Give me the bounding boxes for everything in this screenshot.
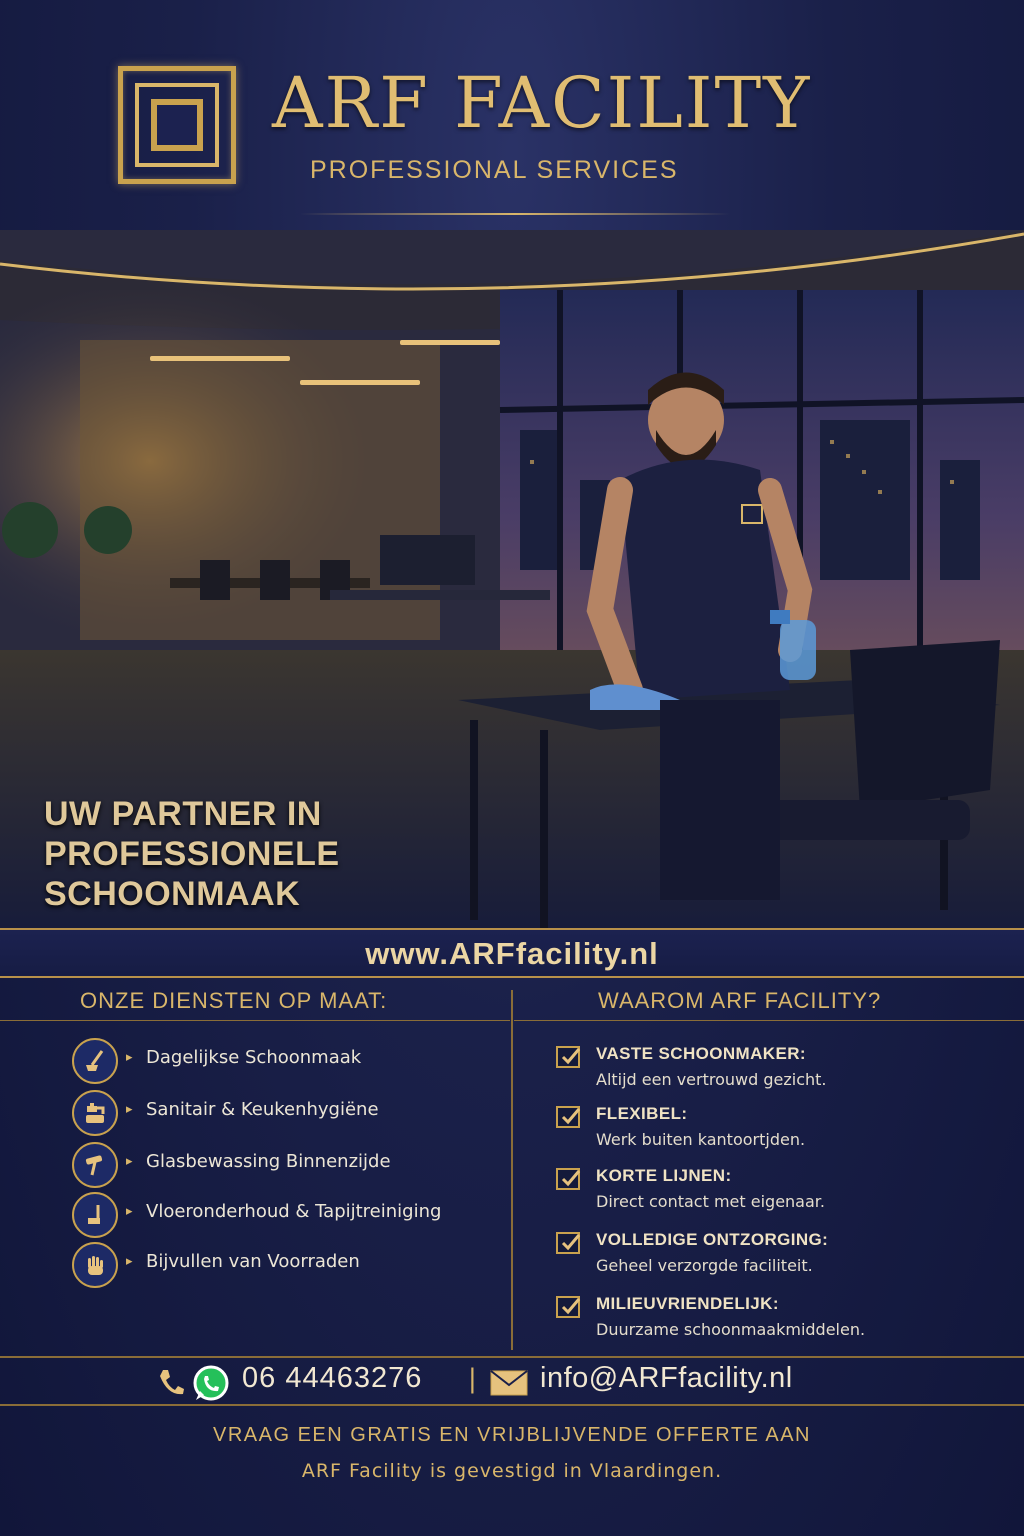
why-description: Werk buiten kantoortjden. (596, 1130, 806, 1149)
header-divider (300, 213, 730, 215)
tagline-line-2: PROFESSIONELE (44, 835, 340, 873)
why-item (556, 1044, 1016, 1098)
contact-band (0, 1356, 1024, 1406)
hero-tagline (44, 794, 444, 914)
header (0, 0, 1024, 260)
checkbox-check-icon (556, 1106, 580, 1128)
services-section (0, 980, 512, 1358)
quote-call-to-action: VRAAG EEN GRATIS EN VRIJBLIJVENDE OFFERTE AAN (213, 1424, 811, 1446)
tagline-line-1: UW PARTNER IN (44, 795, 322, 833)
service-item (72, 1090, 512, 1136)
bullet-arrow: ▸ (126, 1204, 133, 1219)
checkbox-check-icon (556, 1296, 580, 1318)
service-item (72, 1192, 512, 1238)
service-item (72, 1038, 512, 1084)
why-heading: MILIEUVRIENDELIJK: (596, 1294, 779, 1313)
services-title: ONZE DIENSTEN OP MAAT: (80, 988, 388, 1013)
why-description: Altijd een vertrouwd gezicht. (596, 1070, 827, 1089)
checkbox-check-icon (556, 1046, 580, 1068)
email-address[interactable]: info@ARFfacility.nl (540, 1362, 793, 1394)
service-label: Sanitair & Keukenhygiëne (146, 1099, 379, 1120)
why-item (556, 1104, 1016, 1158)
phone-icon (158, 1368, 184, 1396)
envelope-icon (490, 1370, 528, 1396)
logo-square-icon (118, 66, 236, 184)
column-divider (511, 990, 513, 1350)
why-heading: VASTE SCHOONMAKER: (596, 1044, 806, 1063)
service-label: Dagelijkse Schoonmaak (146, 1047, 362, 1068)
service-item (72, 1242, 512, 1288)
why-description: Duurzame schoonmaakmiddelen. (596, 1320, 866, 1339)
why-heading: VOLLEDIGE ONTZORGING: (596, 1230, 829, 1249)
floor-brush-icon (72, 1192, 118, 1238)
service-label: Vloeronderhoud & Tapijtreiniging (146, 1201, 442, 1222)
service-label: Bijvullen van Voorraden (146, 1251, 360, 1272)
why-section (514, 980, 1024, 1358)
why-item (556, 1230, 1016, 1284)
why-title: WAAROM ARF FACILITY? (598, 988, 882, 1013)
hand-icon (72, 1242, 118, 1288)
why-description: Geheel verzorgde faciliteit. (596, 1256, 813, 1275)
brand-title: ARF FACILITY (272, 62, 812, 144)
bullet-arrow: ▸ (126, 1154, 133, 1169)
mop-icon (72, 1038, 118, 1084)
service-item (72, 1142, 512, 1188)
brand-subtitle: PROFESSIONAL SERVICES (310, 156, 679, 184)
service-label: Glasbewassing Binnenzijde (146, 1151, 391, 1172)
bullet-arrow: ▸ (126, 1102, 133, 1117)
bullet-arrow: ▸ (126, 1050, 133, 1065)
why-heading: FLEXIBEL: (596, 1104, 688, 1123)
location-note: ARF Facility is gevestigd in Vlaardingen. (301, 1460, 723, 1482)
phone-number[interactable]: 06 44463276 (242, 1362, 423, 1394)
whatsapp-icon[interactable] (192, 1364, 230, 1402)
bullet-arrow: ▸ (126, 1254, 133, 1269)
squeegee-icon (72, 1142, 118, 1188)
checkbox-check-icon (556, 1168, 580, 1190)
why-item (556, 1166, 1016, 1220)
website-link[interactable]: www.ARFfacility.nl (365, 936, 659, 971)
tagline-line-3: SCHOONMAAK (44, 875, 301, 913)
website-band (0, 928, 1024, 978)
why-divider (514, 1020, 1024, 1021)
contact-separator: | (468, 1364, 477, 1394)
why-item (556, 1294, 1016, 1348)
faucet-icon (72, 1090, 118, 1136)
services-divider (0, 1020, 510, 1021)
why-heading: KORTE LIJNEN: (596, 1166, 732, 1185)
why-description: Direct contact met eigenaar. (596, 1192, 825, 1211)
checkbox-check-icon (556, 1232, 580, 1254)
